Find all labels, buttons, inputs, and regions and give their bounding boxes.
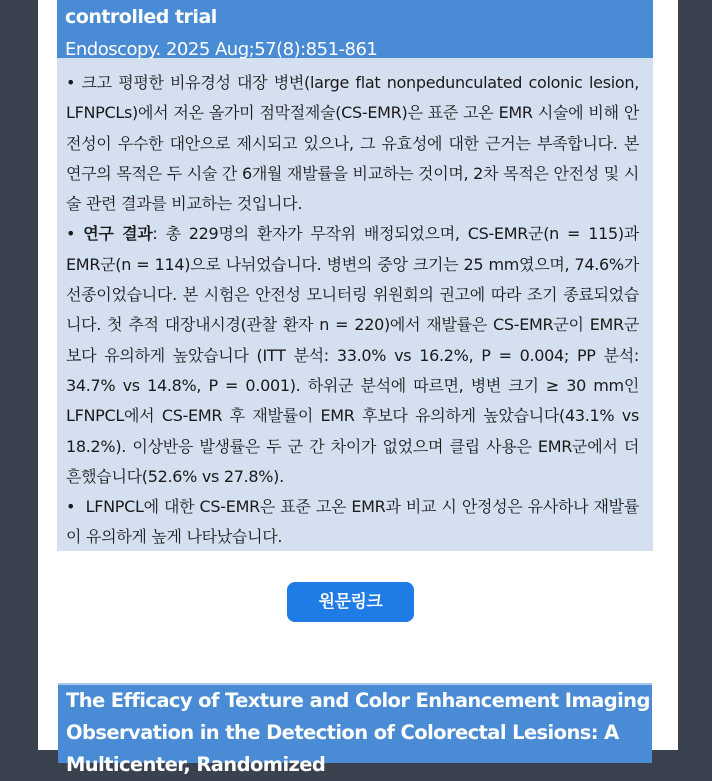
bullet-text: 크고 평평한 비유경성 대장 병변(large flat nonpedunculated colonic lesion, LFNPCLs)에서 저온 올가미 점막절제술(CS-EMR)은 표준 고온 EMR 시술에 비해 안전성이 우수한 대안으로 제시되고 있으나, 그 유효성에 대한 근거는 부족합니다. 본 연구의 목적은 두 시술 간 6개월 재발률을 비교하는 것이며, 2차 목적은 안전성 및 시술 관련 결과를 비교하는 것입니다.: [66, 73, 639, 214]
article-card: [57, 0, 653, 551]
summary-bullet-background: • 크고 평평한 비유경성 대장 병변(large flat nonpedunculated colonic lesion, LFNPCLs)에서 저온 올가미 점막절제술(CS-EMR)은 표준 고온 EMR 시술에 비해 안전성이 우수한 대안으로 제시되고 있으나, 그 유효성에 대한 근거는 부족합니다. 본 연구의 목적은 두 시술 간 6개월 재발률을 비교하는 것이며, 2차 목적은 안전성 및 시술 관련 결과를 비교하는 것입니다.: [66, 73, 639, 214]
article-title: controlled trial: [65, 6, 217, 28]
page: [38, 0, 678, 776]
next-article-header: [58, 683, 652, 776]
next-article-title: The Efficacy of Texture and Color Enhancement Imaging Observation in the Detection of Colorectal Lesions: A Multicenter, Randomized: [66, 689, 650, 776]
bullet-text: LFNPCL에 대한 CS-EMR은 표준 고온 EMR과 비교 시 안정성은 유사하나 재발률이 유의하게 높게 나타났습니다.: [66, 497, 639, 547]
article-citation: Endoscopy. 2025 Aug;57(8):851-861: [65, 39, 378, 60]
article-header: [57, 0, 653, 58]
bullet-text: : 총 229명의 환자가 무작위 배정되었으며, CS-EMR군(n = 115)과 EMR군(n = 114)으로 나뉘었습니다. 병변의 중앙 크기는 25 mm였으며, 74.6%가 선종이었습니다. 본 시험은 안전성 모니터링 위원회의 권고에 따라 조기 종료되었습니다. 첫 추적 대장내시경(관찰 환자 n = 220)에서 재발률은 CS-EMR군이 EMR군보다 유의하게 높았습니다 (ITT 분석: 33.0% vs 16.2%, P = 0.004; PP 분석: 34.7% vs 14.8%, P = 0.001). 하위군 분석에 따르면, 병변 크기 ≥ 30 mm인 LFNPCL에서 CS-EMR 후 재발률이 EMR 후보다 유의하게 높았습니다(43.1% vs 18.2%). 이상반응 발생률은 두 군 간 차이가 없었으며 클립 사용은 EMR군에서 더 흔했습니다(52.6% vs 27.8%).: [66, 224, 639, 486]
summary-bullet-conclusion: • LFNPCL에 대한 CS-EMR은 표준 고온 EMR과 비교 시 안정성은 유사하나 재발률이 유의하게 높게 나타났습니다.: [66, 497, 639, 547]
results-label: 연구 결과: [83, 224, 153, 244]
summary-bullet-results: • 연구 결과: 총 229명의 환자가 무작위 배정되었으며, CS-EMR군(n = 115)과 EMR군(n = 114)으로 나뉘었습니다. 병변의 중앙 크기는 25 mm였으며, 74.6%가 선종이었습니다. 본 시험은 안전성 모니터링 위원회의 권고에 따라 조기 종료되었습니다. 첫 추적 대장내시경(관찰 환자 n = 220)에서 재발률은 CS-EMR군이 EMR군보다 유의하게 높았습니다 (ITT 분석: 33.0% vs 16.2%, P = 0.004; PP 분석: 34.7% vs 14.8%, P = 0.001). 하위군 분석에 따르면, 병변 크기 ≥ 30 mm인 LFNPCL에서 CS-EMR 후 재발률이 EMR 후보다 유의하게 높았습니다(43.1% vs 18.2%). 이상반응 발생률은 두 군 간 차이가 없었으며 클립 사용은 EMR군에서 더 흔했습니다(52.6% vs 27.8%).: [66, 224, 639, 486]
article-summary: [57, 58, 653, 551]
original-link-button[interactable]: 원문링크: [287, 582, 414, 622]
